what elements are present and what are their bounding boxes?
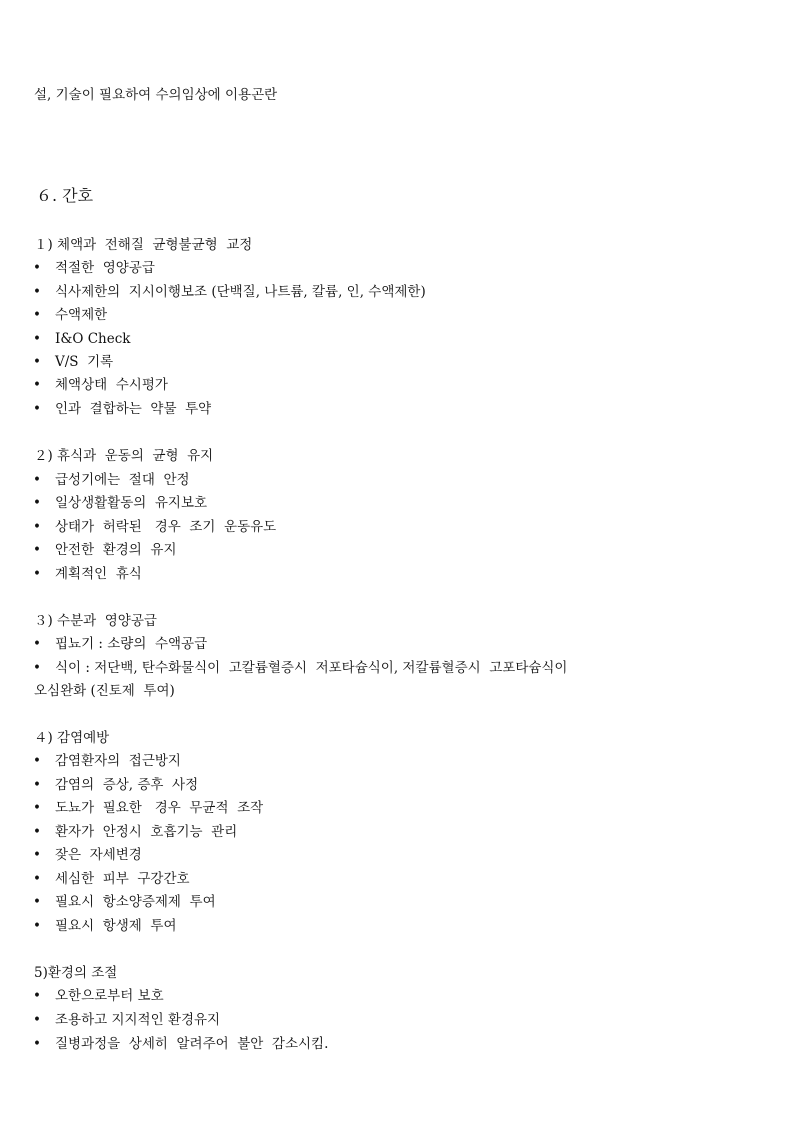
subsection-title: ２) 휴식과 운동의 균형 유지 bbox=[34, 448, 214, 464]
list-item: • 감염환자의 접근방지 bbox=[33, 753, 181, 769]
list-item: • 식이 : 저단백, 탄수화물식이 고칼륨혈증시 저포타슘식이, 저칼륨혈증시 고포타슘식이 bbox=[33, 660, 568, 676]
list-item: • 수액제한 bbox=[33, 307, 108, 323]
list-item: • 필요시 항생제 투여 bbox=[33, 918, 177, 934]
subsection-title: ３) 수분과 영양공급 bbox=[34, 613, 157, 629]
list-item: • 인과 결합하는 약물 투약 bbox=[33, 401, 212, 417]
list-item: • 적절한 영양공급 bbox=[33, 260, 155, 276]
list-item: • 오한으로부터 보호 bbox=[33, 988, 164, 1004]
list-item: • 세심한 피부 구강간호 bbox=[33, 871, 190, 887]
list-item: • I&O Check bbox=[33, 331, 131, 347]
list-item: • 일상생활활동의 유지보호 bbox=[33, 495, 208, 511]
list-item: • 체액상태 수시평가 bbox=[33, 377, 168, 393]
list-item: • 핍뇨기 : 소량의 수액공급 bbox=[33, 636, 208, 652]
list-item: • 도뇨가 필요한 경우 무균적 조작 bbox=[33, 800, 264, 816]
intro-line: 설, 기술이 필요하여 수의임상에 이용곤란 bbox=[34, 87, 278, 103]
list-item-continuation: 오심완화 (진토제 투여) bbox=[34, 683, 175, 699]
list-item: • 계획적인 휴식 bbox=[33, 566, 142, 582]
list-item: • 안전한 환경의 유지 bbox=[33, 542, 177, 558]
list-item: • 환자가 안정시 호흡기능 관리 bbox=[33, 824, 238, 840]
section-title: ６. 간호 bbox=[36, 186, 94, 205]
list-item: • V/S 기록 bbox=[33, 354, 114, 370]
list-item: • 조용하고 지지적인 환경유지 bbox=[33, 1012, 221, 1028]
list-item: • 급성기에는 절대 안정 bbox=[33, 472, 190, 488]
list-item: • 질병과정을 상세히 알려주어 불안 감소시킴. bbox=[33, 1036, 329, 1052]
subsection-title: ４) 감염예방 bbox=[34, 730, 110, 746]
list-item: • 잦은 자세변경 bbox=[33, 847, 142, 863]
list-item: • 감염의 증상, 증후 사정 bbox=[33, 777, 199, 793]
list-item: • 상태가 허락된 경우 조기 운동유도 bbox=[33, 519, 277, 535]
subsection-title: １) 체액과 전해질 균형불균형 교정 bbox=[34, 237, 253, 253]
subsection-title: 5)환경의 조절 bbox=[34, 965, 118, 981]
list-item: • 필요시 항소양증제제 투여 bbox=[33, 894, 216, 910]
list-item: • 식사제한의 지시이행보조 (단백질, 나트륨, 칼륨, 인, 수액제한) bbox=[33, 284, 426, 300]
